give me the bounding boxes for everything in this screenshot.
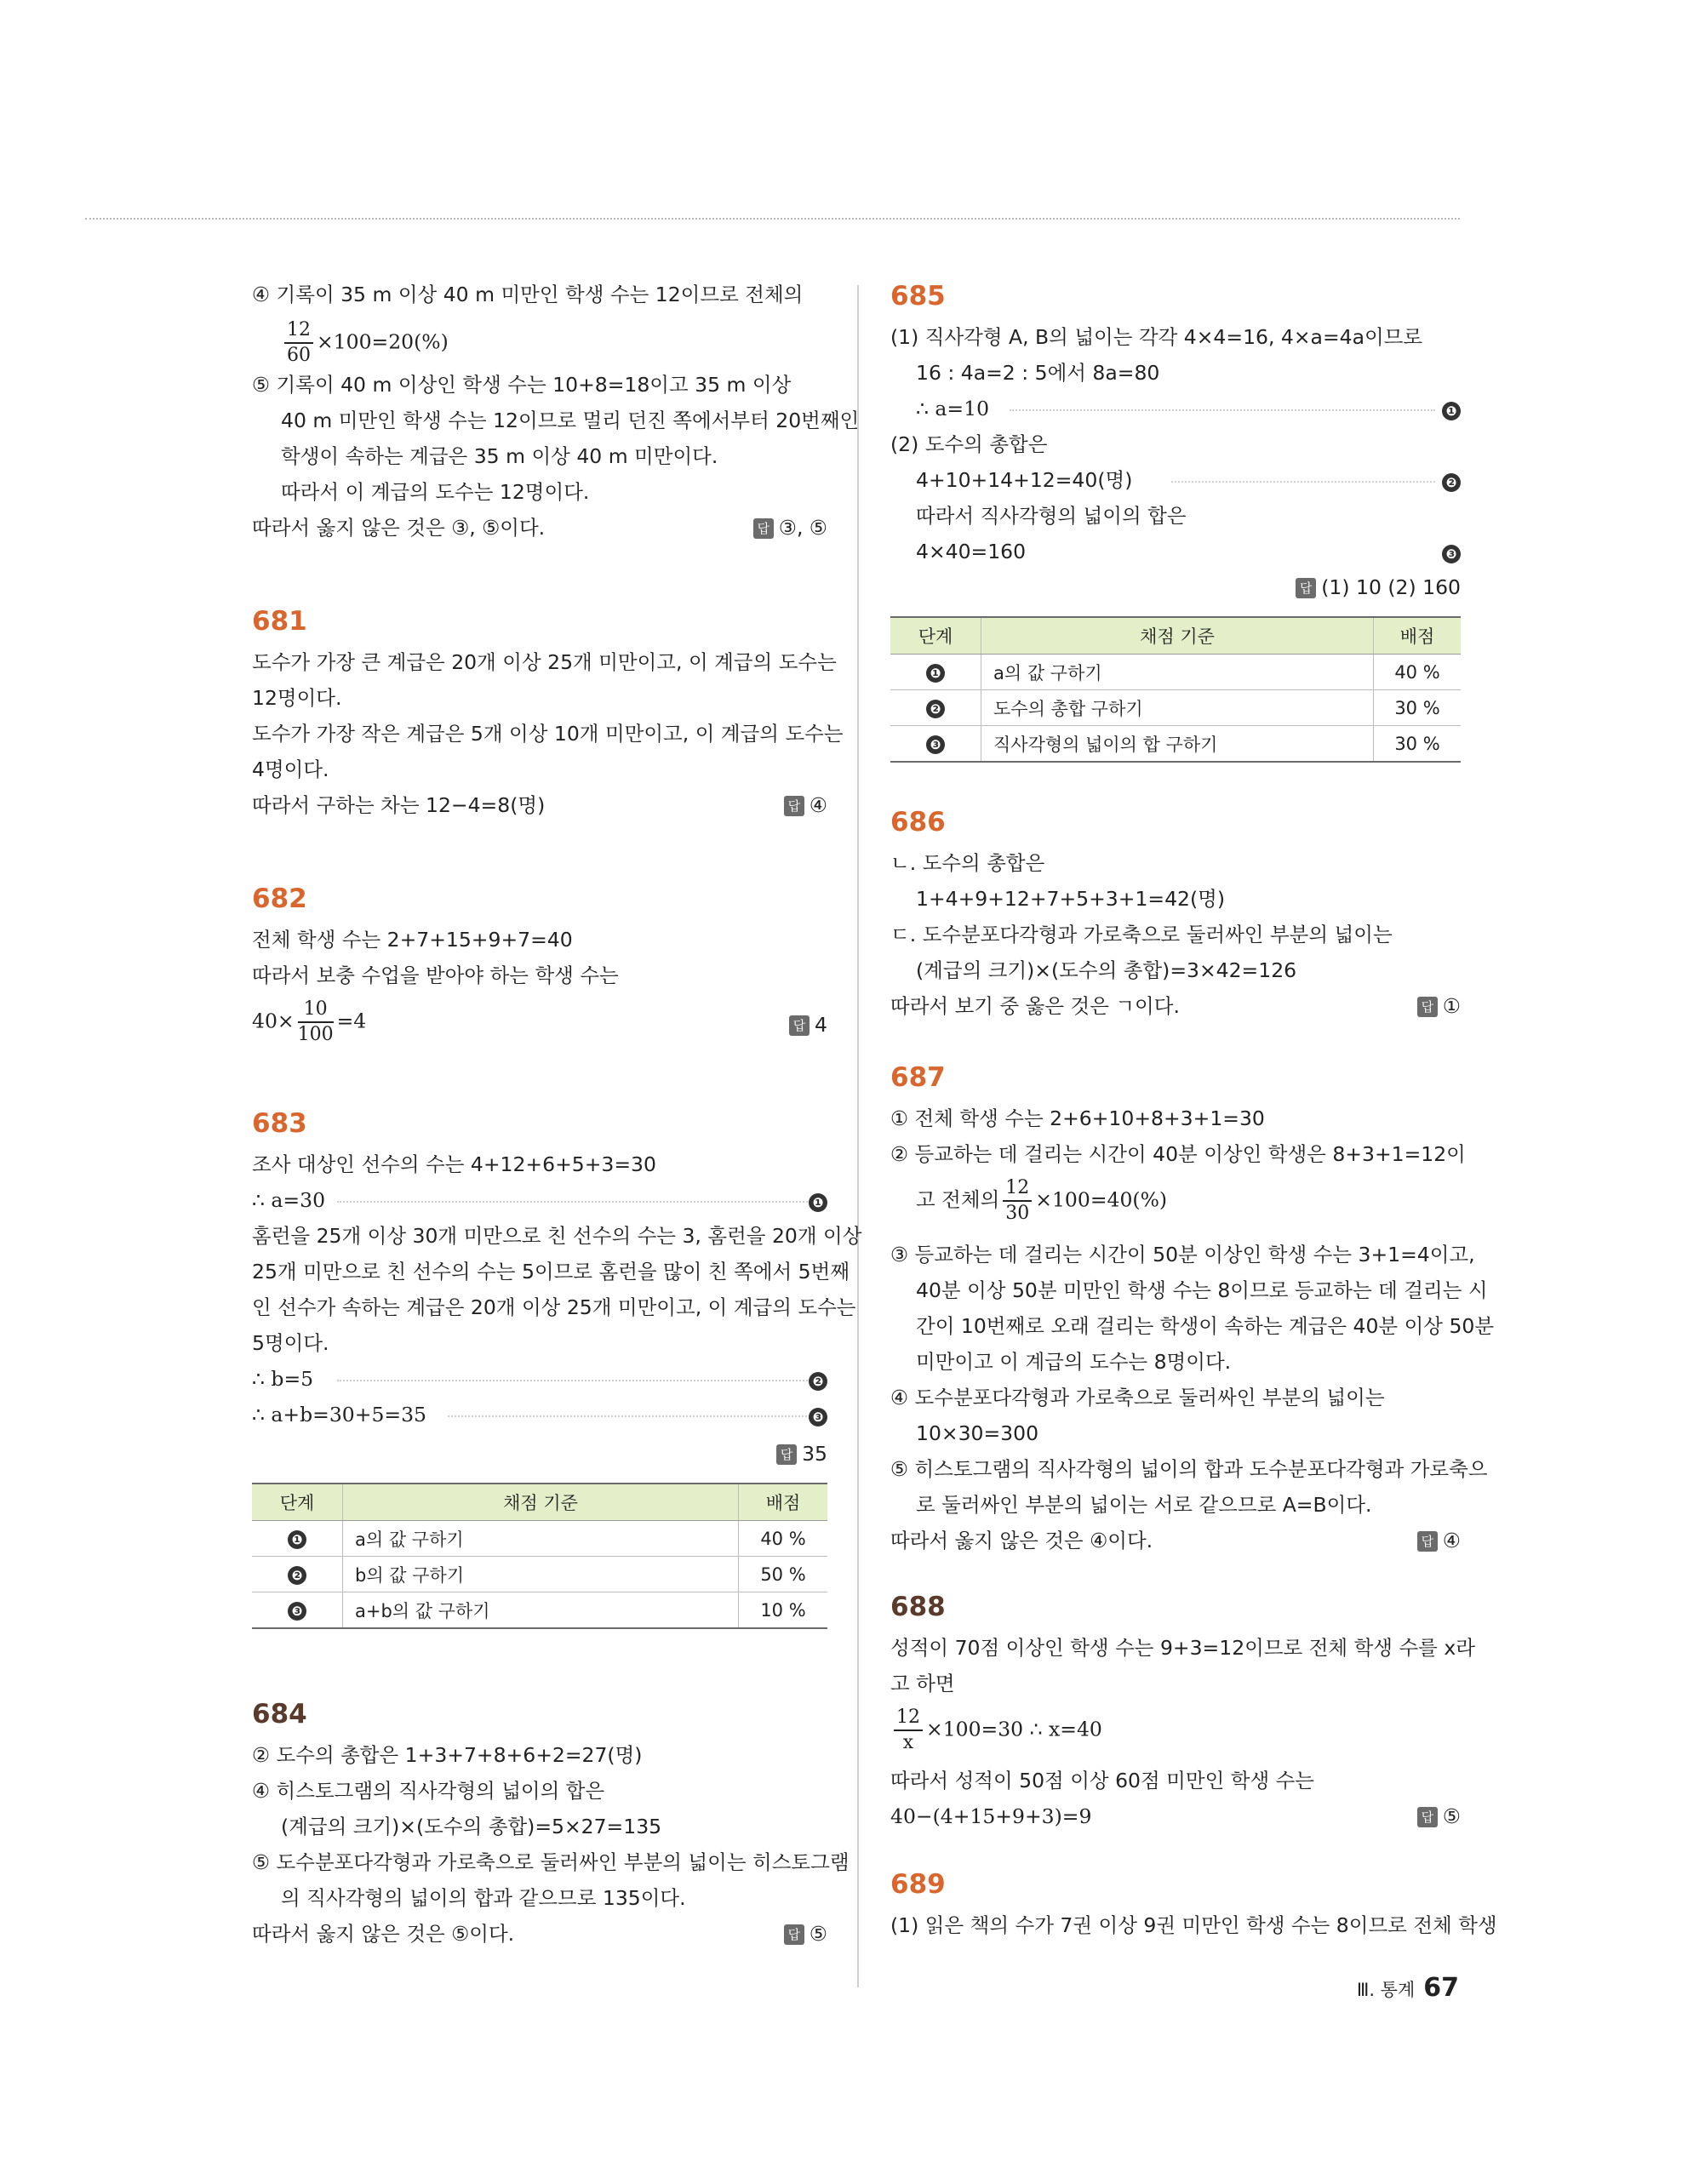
table-row: ❶ a의 값 구하기 40 %	[890, 655, 1461, 690]
p683-line: 조사 대상인 선수의 수는 4+12+6+5+3=30	[252, 1152, 656, 1176]
p687-line: ① 전체 학생 수는 2+6+10+8+3+1=30	[890, 1106, 1265, 1130]
p683-line: ∴ a+b=30+5=35	[252, 1403, 426, 1426]
problem-number-689: 689	[890, 1869, 946, 1900]
table-header: 단계	[252, 1484, 343, 1521]
p680-line: 40 m 미만인 학생 수는 12이므로 멀리 던진 쪽에서부터 20번째인	[281, 409, 860, 432]
p680-line: 따라서 옳지 않은 것은 ③, ⑤이다.	[252, 516, 546, 540]
section-label: Ⅲ. 통계	[1356, 1980, 1416, 2000]
answer-682: 답 4	[789, 1009, 827, 1040]
problem-number-683: 683	[252, 1108, 307, 1139]
p683-line: 인 선수가 속하는 계급은 20개 이상 25개 미만이고, 이 계급의 도수는	[252, 1295, 856, 1319]
problem-number-684: 684	[252, 1699, 307, 1729]
p687-line: 간이 10번째로 오래 걸리는 학생이 속하는 계급은 40분 이상 50분	[916, 1314, 1495, 1338]
p684-line: 의 직사각형의 넓이의 합과 같으므로 135이다.	[281, 1886, 686, 1910]
p684-line: 따라서 옳지 않은 것은 ⑤이다.	[252, 1922, 515, 1946]
left-column	[252, 0, 862, 2184]
problem-number-682: 682	[252, 883, 307, 914]
p686-line: ㄷ. 도수분포다각형과 가로축으로 둘러싸인 부분의 넓이는	[890, 923, 1393, 946]
step-mark-1: ❶	[809, 1185, 827, 1215]
p688-line: 성적이 70점 이상인 학생 수는 9+3=12이므로 전체 학생 수를 x라	[890, 1636, 1475, 1660]
p687-line: ③ 등교하는 데 걸리는 시간이 50분 이상인 학생 수는 3+1=4이고,	[890, 1243, 1475, 1266]
table-row: ❷ b의 값 구하기 50 %	[252, 1557, 827, 1592]
p688-line: 따라서 성적이 50점 이상 60점 미만인 학생 수는	[890, 1769, 1315, 1792]
problem-number-681: 681	[252, 606, 307, 637]
p680-line: ④ 기록이 35 m 이상 40 m 미만인 학생 수는 12이므로 전체의	[252, 283, 804, 306]
table-row: ❷ 도수의 총합 구하기 30 %	[890, 690, 1461, 726]
problem-number-687: 687	[890, 1062, 946, 1093]
p683-line: 25개 미만으로 친 선수의 수는 5이므로 홈런을 많이 친 쪽에서 5번째	[252, 1260, 850, 1284]
dotted-leader	[1171, 481, 1435, 483]
p689-line: (1) 읽은 책의 수가 7권 이상 9권 미만인 학생 수는 8이므로 전체 학생	[890, 1913, 1497, 1937]
p688-fraction-line: $\frac{12}{x}$ ×100=30 ∴ x=40	[890, 1706, 1102, 1755]
p686-line: ㄴ. 도수의 총합은	[890, 851, 1045, 875]
fraction: $\frac{12}{30}$	[1003, 1176, 1032, 1226]
p680-line: ⑤ 기록이 40 m 이상인 학생 수는 10+8=18이고 35 m 이상	[252, 373, 792, 397]
problem-number-688: 688	[890, 1592, 946, 1622]
p684-line: ④ 히스토그램의 직사각형의 넓이의 합은	[252, 1779, 605, 1803]
answer-688: 답 ⑤	[1417, 1801, 1461, 1832]
fraction: $\frac{10}{100}$	[297, 998, 334, 1045]
scoring-table-685	[890, 616, 1461, 763]
p687-line: 40분 이상 50분 미만인 학생 수는 8이므로 등교하는 데 걸리는 시	[916, 1278, 1488, 1302]
answer-687: 답 ④	[1417, 1525, 1461, 1556]
step-mark-3: ❸	[1442, 536, 1461, 567]
p685-line: 4+10+14+12=40(명)	[916, 468, 1133, 492]
p684-line: ② 도수의 총합은 1+3+7+8+6+2=27(명)	[252, 1743, 643, 1767]
p681-line: 따라서 구하는 차는 12−4=8(명)	[252, 793, 546, 817]
problem-number-685: 685	[890, 281, 946, 312]
step-mark-1: ❶	[1442, 393, 1461, 424]
p683-line: ∴ b=5	[252, 1367, 314, 1391]
p687-fraction-line: 고 전체의 $\frac{12}{30}$ ×100=40(%)	[916, 1177, 1168, 1224]
table-row: ❸ a+b의 값 구하기 10 %	[252, 1592, 827, 1629]
fraction: $\frac{12}{x}$	[894, 1706, 923, 1755]
p688-line: 40−(4+15+9+3)=9	[890, 1804, 1092, 1828]
p685-line: ∴ a=10	[916, 397, 990, 420]
p687-line: 따라서 옳지 않은 것은 ④이다.	[890, 1529, 1153, 1552]
page-footer	[1357, 1973, 1459, 2003]
p682-fraction-line: 40× $\frac{10}{100}$ =4	[252, 998, 367, 1045]
p686-line: 따라서 보기 중 옳은 것은 ㄱ이다.	[890, 994, 1180, 1018]
p687-line: 로 둘러싸인 부분의 넓이는 서로 같으므로 A=B이다.	[916, 1493, 1372, 1517]
page-number: 67	[1423, 1973, 1459, 2003]
step-mark-2: ❷	[1442, 465, 1461, 495]
p687-line: 미만이고 이 계급의 도수는 8명이다.	[916, 1350, 1232, 1374]
answer-681: 답 ④	[784, 790, 827, 820]
p688-line: 고 하면	[890, 1672, 955, 1695]
p681-line: 도수가 가장 큰 계급은 20개 이상 25개 미만이고, 이 계급의 도수는	[252, 650, 837, 674]
right-column	[890, 0, 1497, 2184]
answer-683: 답 35	[776, 1438, 827, 1469]
p681-line: 12명이다.	[252, 686, 342, 710]
p685-line: 4×40=160	[916, 540, 1027, 563]
dotted-leader	[448, 1415, 814, 1417]
p682-line: 따라서 보충 수업을 받아야 하는 학생 수는	[252, 963, 619, 987]
table-header: 단계	[890, 617, 981, 655]
table-header: 배점	[739, 1484, 828, 1521]
answer-685: 답 (1) 10 (2) 160	[1296, 572, 1461, 603]
answer-684: 답 ⑤	[784, 1918, 827, 1949]
p682-line: 전체 학생 수는 2+7+15+9+7=40	[252, 928, 573, 952]
answer-680: 답 ③, ⑤	[753, 512, 827, 543]
step-mark-3: ❸	[809, 1399, 827, 1430]
fraction: $\frac{12}{60}$	[284, 318, 313, 368]
dotted-leader	[337, 1201, 814, 1203]
p687-line: ④ 도수분포다각형과 가로축으로 둘러싸인 부분의 넓이는	[890, 1386, 1385, 1409]
p680-line: 학생이 속하는 계급은 35 m 이상 40 m 미만이다.	[281, 444, 718, 468]
p685-line: 16 : 4a=2 : 5에서 8a=80	[916, 361, 1160, 385]
table-row: ❸ 직사각형의 넓이의 합 구하기 30 %	[890, 726, 1461, 763]
p685-line: (1) 직사각형 A, B의 넓이는 각각 4×4=16, 4×a=4a이므로	[890, 325, 1423, 349]
table-header: 채점 기준	[343, 1484, 739, 1521]
p680-fraction-line: $\frac{12}{60}$ ×100=20(%)	[281, 318, 449, 368]
p680-line: 따라서 이 계급의 도수는 12명이다.	[281, 480, 590, 504]
table-row: ❶ a의 값 구하기 40 %	[252, 1521, 827, 1557]
p686-line: (계급의 크기)×(도수의 총합)=3×42=126	[916, 958, 1297, 982]
answer-686: 답 ①	[1417, 991, 1461, 1021]
dotted-leader	[1010, 409, 1435, 411]
dotted-leader	[337, 1380, 814, 1381]
table-header: 채점 기준	[981, 617, 1374, 655]
p681-line: 도수가 가장 작은 계급은 5개 이상 10개 미만이고, 이 계급의 도수는	[252, 722, 844, 746]
table-header: 배점	[1374, 617, 1462, 655]
p683-line: ∴ a=30	[252, 1188, 326, 1212]
p685-line: 따라서 직사각형의 넓이의 합은	[916, 504, 1187, 528]
step-mark-2: ❷	[809, 1364, 827, 1394]
scoring-table-683	[252, 1483, 827, 1629]
p684-line: (계급의 크기)×(도수의 총합)=5×27=135	[281, 1815, 662, 1838]
p683-line: 홈런을 25개 이상 30개 미만으로 친 선수의 수는 3, 홈런을 20개 이상	[252, 1224, 862, 1248]
p687-line: ② 등교하는 데 걸리는 시간이 40분 이상인 학생은 8+3+1=12이	[890, 1142, 1466, 1166]
p683-line: 5명이다.	[252, 1331, 329, 1355]
column-divider	[857, 285, 859, 1987]
problem-number-686: 686	[890, 807, 946, 838]
p686-line: 1+4+9+12+7+5+3+1=42(명)	[916, 887, 1226, 911]
p681-line: 4명이다.	[252, 758, 329, 781]
p685-line: (2) 도수의 총합은	[890, 432, 1048, 456]
p687-line: 10×30=300	[916, 1421, 1039, 1445]
p684-line: ⑤ 도수분포다각형과 가로축으로 둘러싸인 부분의 넓이는 히스토그램	[252, 1850, 850, 1874]
p687-line: ⑤ 히스토그램의 직사각형의 넓이의 합과 도수분포다각형과 가로축으	[890, 1457, 1488, 1481]
